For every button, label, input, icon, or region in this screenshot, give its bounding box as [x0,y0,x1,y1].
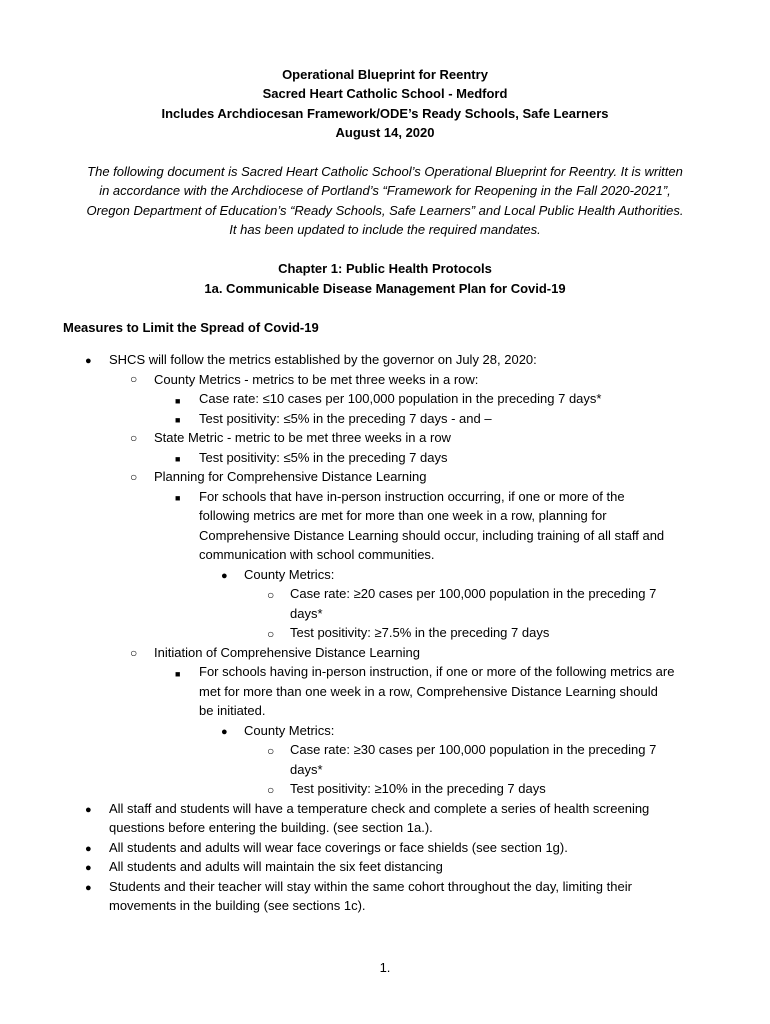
list-item: All staff and students will have a temperature check and complete a series of health screening [109,801,650,816]
bullet-square: ■ [175,454,181,464]
list-item-continued: following metrics are met for more than one week in a row, planning for [199,508,607,523]
list-item: County Metrics - metrics to be met three weeks in a row: [154,372,479,387]
doc-title: Operational Blueprint for Reentry [282,67,488,82]
doc-date: August 14, 2020 [335,125,435,140]
bullet-disc: ● [85,882,92,894]
section-heading: Measures to Limit the Spread of Covid-19 [63,320,319,335]
bullet-disc: ● [221,726,228,738]
list-item: Case rate: ≥30 cases per 100,000 population in the preceding 7 [290,742,657,757]
school-name: Sacred Heart Catholic School - Medford [262,86,508,101]
list-item: Students and their teacher will stay within the same cohort throughout the day, limiting their [109,879,632,894]
list-item-continued: be initiated. [199,703,266,718]
bullet-disc: ● [85,804,92,816]
list-item-continued: Comprehensive Distance Learning should occur, including training of all staff and [199,528,665,543]
list-item: Case rate: ≥20 cases per 100,000 population in the preceding 7 [290,586,657,601]
list-item: For schools that have in-person instruction occurring, if one or more of the [199,489,625,504]
bullet-circle: ○ [267,588,275,602]
list-item: Test positivity: ≤5% in the preceding 7 days - and – [199,411,492,426]
list-item: Test positivity: ≤5% in the preceding 7 days [199,450,448,465]
chapter-subtitle: 1a. Communicable Disease Management Plan for Covid-19 [204,281,566,296]
bullet-disc: ● [85,862,92,874]
list-item: Initiation of Comprehensive Distance Learning [154,645,420,660]
bullet-circle: ○ [267,744,275,758]
intro-line-2: in accordance with the Archdiocese of Portland’s “Framework for Reopening in the Fall 2020-2021”, [99,183,671,198]
bullet-square: ■ [175,669,181,679]
bullet-disc: ● [85,843,92,855]
bullet-circle: ○ [130,431,138,445]
doc-subtitle: Includes Archdiocesan Framework/ODE’s Ready Schools, Safe Learners [161,106,609,121]
list-item: For schools having in-person instruction, if one or more of the following metrics are [199,664,675,679]
list-item: Case rate: ≤10 cases per 100,000 population in the preceding 7 days* [199,391,602,406]
bullet-circle: ○ [130,646,138,660]
bullet-square: ■ [175,396,181,406]
list-item: Test positivity: ≥7.5% in the preceding 7 days [290,625,550,640]
list-item-continued: movements in the building (see sections 1c). [109,898,366,913]
list-item-continued: questions before entering the building. (see section 1a.). [109,820,433,835]
bullet-circle: ○ [267,627,275,641]
list-item: Test positivity: ≥10% in the preceding 7 days [290,781,546,796]
list-item: County Metrics: [244,567,335,582]
list-item: State Metric - metric to be met three weeks in a row [154,430,451,445]
list-item-continued: communication with school communities. [199,547,435,562]
intro-line-3: Oregon Department of Education’s “Ready Schools, Safe Learners” and Local Public Health Authorities. [86,203,684,218]
bullet-circle: ○ [130,372,138,386]
list-item-continued: days* [290,762,323,777]
list-item: SHCS will follow the metrics established by the governor on July 28, 2020: [109,352,537,367]
bullet-circle: ○ [130,470,138,484]
list-item-continued: days* [290,606,323,621]
intro-line-1: The following document is Sacred Heart Catholic School’s Operational Blueprint for Reentry. It is written [87,164,683,179]
bullet-square: ■ [175,493,181,503]
list-item: All students and adults will maintain the six feet distancing [109,859,443,874]
bullet-disc: ● [221,570,228,582]
bullet-square: ■ [175,415,181,425]
bullet-disc: ● [85,355,92,367]
page-number: 1. [379,960,391,975]
bullet-circle: ○ [267,783,275,797]
list-item: Planning for Comprehensive Distance Learning [154,469,427,484]
chapter-title: Chapter 1: Public Health Protocols [278,261,492,276]
list-item: All students and adults will wear face coverings or face shields (see section 1g). [109,840,568,855]
intro-line-4: It has been updated to include the required mandates. [229,222,541,237]
list-item-continued: met for more than one week in a row, Comprehensive Distance Learning should [199,684,658,699]
list-item: County Metrics: [244,723,335,738]
